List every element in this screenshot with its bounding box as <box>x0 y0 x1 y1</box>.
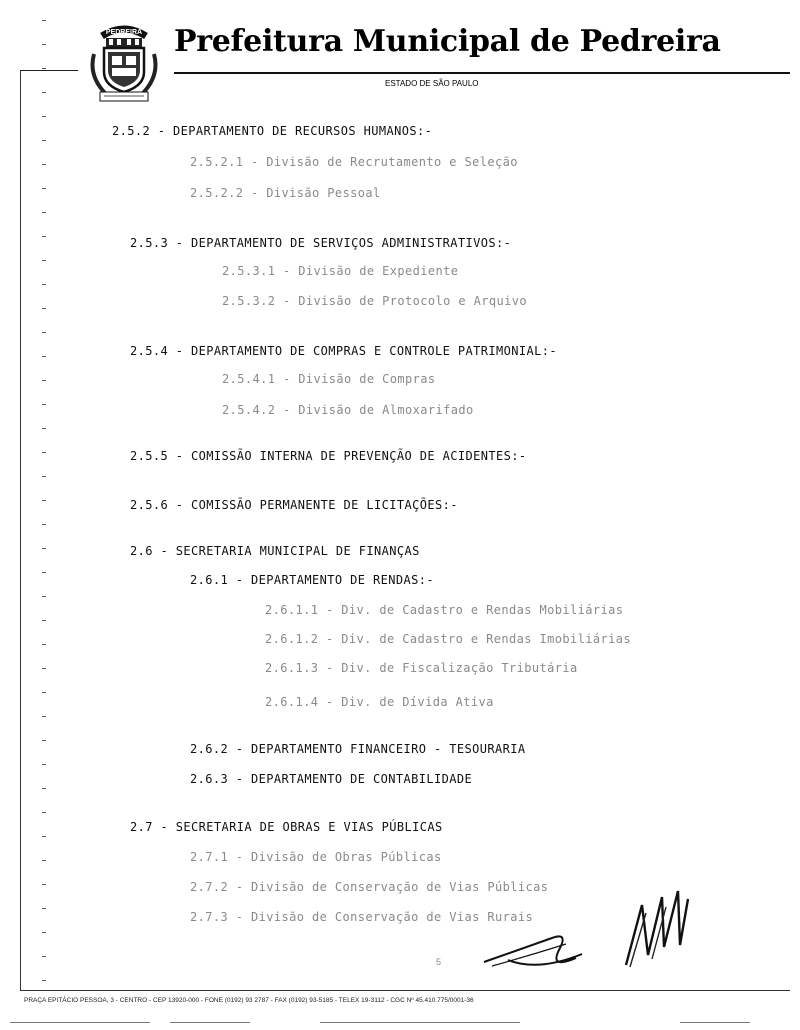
division-item: 2.6.1.3 - Div. de Fiscalização Tributária <box>265 661 578 675</box>
margin-mark <box>42 908 46 909</box>
section-heading: 2.5.5 - COMISSÃO INTERNA DE PREVENÇÃO DE ACIDENTES:- <box>130 449 527 463</box>
margin-mark <box>42 956 46 957</box>
margin-mark <box>42 164 46 165</box>
section-heading: 2.6.1 - DEPARTAMENTO DE RENDAS:- <box>190 573 434 587</box>
division-item: 2.7.1 - Divisão de Obras Públicas <box>190 850 442 864</box>
margin-mark <box>42 452 46 453</box>
signature-initials-2 <box>618 885 693 975</box>
footer-address: PRAÇA EPITÁCIO PESSOA, 3 - CENTRO - CEP 13920-000 - FONE (0192) 93 2787 - FAX (0192) 93-5185 - TELEX 19-3112 - CGC Nº 45.410.775/0001-36 <box>24 997 474 1004</box>
margin-mark <box>42 740 46 741</box>
division-item: 2.6.1.1 - Div. de Cadastro e Rendas Mobiliárias <box>265 603 624 617</box>
margin-mark <box>42 980 46 981</box>
scan-artifact <box>320 1022 520 1023</box>
margin-mark <box>42 68 46 69</box>
section-heading: 2.6.3 - DEPARTAMENTO DE CONTABILIDADE <box>190 772 473 786</box>
margin-mark <box>42 92 46 93</box>
margin-mark <box>42 476 46 477</box>
margin-mark <box>42 548 46 549</box>
margin-mark <box>42 620 46 621</box>
division-item: 2.6.1.2 - Div. de Cadastro e Rendas Imobiliárias <box>265 632 631 646</box>
margin-mark <box>42 140 46 141</box>
section-heading: 2.6.2 - DEPARTAMENTO FINANCEIRO - TESOURARIA <box>190 742 526 756</box>
division-item: 2.7.2 - Divisão de Conservação de Vias Públicas <box>190 880 549 894</box>
division-item: 2.7.3 - Divisão de Conservação de Vias Rurais <box>190 910 534 924</box>
margin-mark <box>42 356 46 357</box>
section-heading: 2.5.6 - COMISSÃO PERMANENTE DE LICITAÇÕES:- <box>130 498 458 512</box>
margin-mark <box>42 212 46 213</box>
frame-line <box>20 990 790 991</box>
margin-mark <box>42 764 46 765</box>
margin-mark <box>42 692 46 693</box>
division-item: 2.5.2.1 - Divisão de Recrutamento e Seleção <box>190 155 518 169</box>
division-item: 2.5.3.1 - Divisão de Expediente <box>222 264 459 278</box>
section-heading: 2.5.2 - DEPARTAMENTO DE RECURSOS HUMANOS:- <box>112 124 433 138</box>
page-number: 5 <box>436 957 442 967</box>
margin-mark <box>42 836 46 837</box>
section-heading: 2.7 - SECRETARIA DE OBRAS E VIAS PÚBLICAS <box>130 820 443 834</box>
division-item: 2.6.1.4 - Div. de Dívida Ativa <box>265 695 494 709</box>
margin-mark <box>42 308 46 309</box>
scan-artifact <box>170 1022 250 1023</box>
section-heading: 2.5.3 - DEPARTAMENTO DE SERVIÇOS ADMINISTRATIVOS:- <box>130 236 512 250</box>
margin-mark <box>42 860 46 861</box>
margin-mark <box>42 572 46 573</box>
margin-mark <box>42 812 46 813</box>
margin-mark <box>42 500 46 501</box>
scan-artifact <box>680 1022 750 1023</box>
margin-mark <box>42 716 46 717</box>
state-subtitle: ESTADO DE SÃO PAULO <box>385 79 479 88</box>
margin-mark <box>42 932 46 933</box>
crest-text: PEDREIRA <box>105 29 143 36</box>
division-item: 2.5.4.2 - Divisão de Almoxarifado <box>222 403 474 417</box>
margin-mark <box>42 236 46 237</box>
scan-artifact <box>10 1022 150 1023</box>
margin-mark <box>42 188 46 189</box>
margin-mark <box>42 404 46 405</box>
frame-line <box>20 70 78 71</box>
coat-of-arms-icon <box>88 20 160 106</box>
division-item: 2.5.2.2 - Divisão Pessoal <box>190 186 381 200</box>
margin-mark <box>42 524 46 525</box>
margin-mark <box>42 116 46 117</box>
margin-mark <box>42 380 46 381</box>
section-heading: 2.6 - SECRETARIA MUNICIPAL DE FINANÇAS <box>130 544 420 558</box>
page-title: Prefeitura Municipal de Pedreira <box>174 24 721 59</box>
margin-mark <box>42 788 46 789</box>
margin-mark <box>42 20 46 21</box>
margin-mark <box>42 260 46 261</box>
division-item: 2.5.3.2 - Divisão de Protocolo e Arquivo <box>222 294 527 308</box>
margin-mark <box>42 284 46 285</box>
margin-mark <box>42 884 46 885</box>
frame-line <box>20 70 21 990</box>
section-heading: 2.5.4 - DEPARTAMENTO DE COMPRAS E CONTROLE PATRIMONIAL:- <box>130 344 557 358</box>
margin-mark <box>42 44 46 45</box>
signature-initials-1 <box>478 900 588 975</box>
margin-mark <box>42 644 46 645</box>
margin-mark <box>42 428 46 429</box>
margin-mark <box>42 668 46 669</box>
header-rule <box>174 72 790 74</box>
division-item: 2.5.4.1 - Divisão de Compras <box>222 372 436 386</box>
margin-mark <box>42 596 46 597</box>
margin-mark <box>42 332 46 333</box>
